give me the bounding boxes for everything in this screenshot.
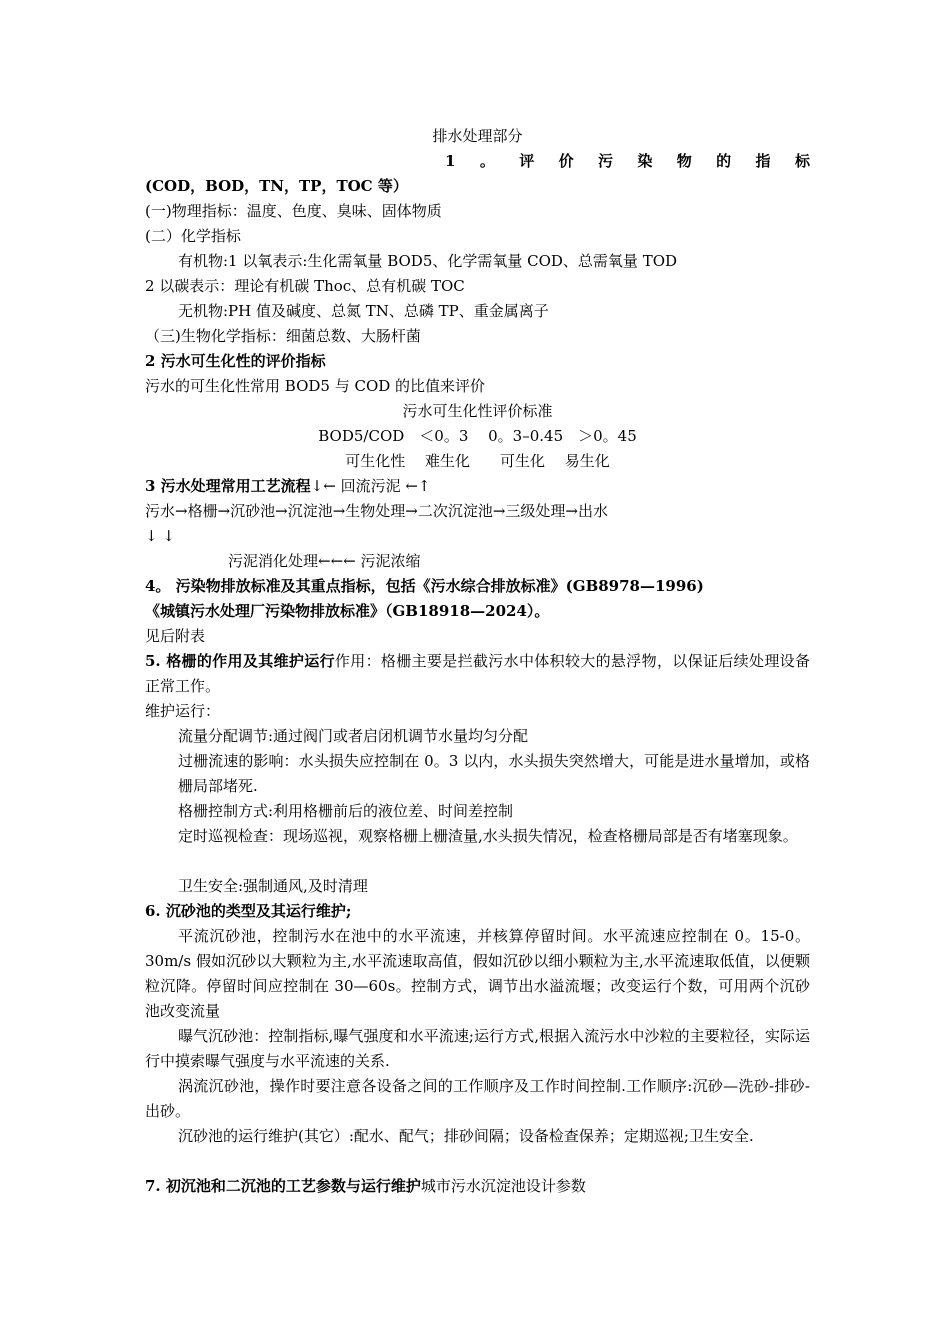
- heading-1-part: 污: [597, 152, 613, 170]
- heading-7-text: 城市污水沉淀池设计参数: [420, 1177, 586, 1195]
- heading-7: 7. 初沉池和二沉池的工艺参数与运行维护: [145, 1177, 421, 1195]
- heading-1-cont: (COD，BOD，TN，TP，TOC 等）: [145, 177, 408, 195]
- paragraph: 见后附表: [145, 627, 206, 645]
- table-title: 污水可生化性评价标准: [402, 402, 553, 420]
- list-item: 定时巡视检查：现场巡视，观察格栅上栅渣量,水头损失情况，检查格栅局部是否有堵塞现象。: [178, 827, 798, 845]
- heading-3: 3 污水处理常用工艺流程: [145, 477, 311, 495]
- heading-6: 6. 沉砂池的类型及其运行维护;: [145, 902, 352, 920]
- list-item: 格栅控制方式:利用格栅前后的液位差、时间差控制: [178, 802, 514, 820]
- heading-1-part: 1: [445, 152, 456, 170]
- heading-1-part: 。: [479, 152, 495, 170]
- heading-4: 4。 污染物排放标准及其重点指标，包括《污水综合排放标准》(GB8978—1996): [145, 577, 704, 595]
- heading-7-line: [145, 1176, 586, 1196]
- paragraph: 平流沉砂池，控制污水在池中的水平流速，并核算停留时间。水平流速应控制在 0。15-0。30m/s 假如沉砂以大颗粒为主,水平流速取高值，假如沉砂以细小颗粒为主,水平流速取低值，以便颗粒沉降。停留时间应控制在 30—60s。控制方式，调节出水溢流堰；改变运行个数，可用两个沉砂池改变流量: [145, 927, 810, 1020]
- heading-5: 5. 格栅的作用及其维护运行: [145, 652, 335, 670]
- heading-1-part: 染: [637, 152, 653, 170]
- heading-5-paragraph: [145, 649, 810, 699]
- heading-3-line: [145, 476, 430, 496]
- heading-1-part: 指: [755, 152, 771, 170]
- flow-arrows: ↓ ↓: [145, 527, 175, 545]
- section-title: 排水处理部分: [432, 127, 523, 145]
- flow-line: 污泥消化处理←←← 污泥浓缩: [228, 552, 421, 570]
- list-item: 流量分配调节:通过阀门或者启闭机调节水量均匀分配: [178, 727, 529, 745]
- paragraph: 涡流沉砂池，操作时要注意各设备之间的工作顺序及工作时间控制.工作顺序:沉砂—洗砂-排砂-出砂。: [145, 1077, 810, 1120]
- paragraph: 有机物:1 以氧表示:生化需氧量 BOD5、化学需氧量 COD、总需氧量 TOD: [178, 252, 678, 270]
- heading-2: 2 污水可生化性的评价指标: [145, 352, 326, 370]
- flow-arrows: ↓← 回流污泥 ←↑: [310, 477, 431, 495]
- paragraph: 无机物:PH 值及碱度、总氮 TN、总磷 TP、重金属离子: [178, 302, 549, 320]
- paragraph: 沉砂池的运行维护(其它）:配水、配气；排砂间隔；设备检查保养；定期巡视;卫生安全.: [178, 1127, 754, 1145]
- paragraph: (一)物理指标：温度、色度、臭味、固体物质: [145, 202, 442, 220]
- table-row: 可生化性 难生化 可生化 易生化: [345, 452, 610, 470]
- paragraph: 污水的可生化性常用 BOD5 与 COD 的比值来评价: [145, 377, 486, 395]
- paragraph: 曝气沉砂池：控制指标,曝气强度和水平流速;运行方式,根据入流污水中沙粒的主要粒径，实际运行中摸索曝气强度与水平流速的关系.: [145, 1027, 810, 1070]
- heading-1-part: 物: [676, 152, 692, 170]
- paragraph: （三)生物化学指标：细菌总数、大肠杆菌: [145, 327, 421, 345]
- list-item: 卫生安全:强制通风,及时清理: [178, 877, 368, 895]
- heading-4-cont: 《城镇污水处理厂污染物排放标准》（GB18918—2024）。: [145, 602, 550, 620]
- list-item: 过栅流速的影响：水头损失应控制在 0。3 以内，水头损失突然增大，可能是进水量增加，或格栅局部堵死.: [178, 752, 810, 795]
- heading-1-part: 评: [519, 152, 535, 170]
- heading-1: [445, 151, 810, 171]
- paragraph: 2 以碳表示：理论有机碳 Thoc、总有机碳 TOC: [145, 277, 465, 295]
- table-row: BOD5/COD ＜0。3 0。3–0.45 ＞0。45: [318, 427, 637, 445]
- paragraph: 维护运行：: [145, 702, 221, 720]
- paragraph: (二）化学指标: [145, 227, 241, 245]
- heading-5-text: 作用：格栅主要是拦截污水中体积较大的悬浮物，以保证后续处理设备正常工作。: [145, 652, 810, 695]
- heading-1-part: 价: [558, 152, 574, 170]
- flow-line: 污水→格栅→沉砂池→沉淀池→生物处理→二次沉淀池→三级处理→出水: [145, 502, 608, 520]
- heading-1-part: 标: [794, 152, 810, 170]
- heading-1-part: 的: [716, 152, 732, 170]
